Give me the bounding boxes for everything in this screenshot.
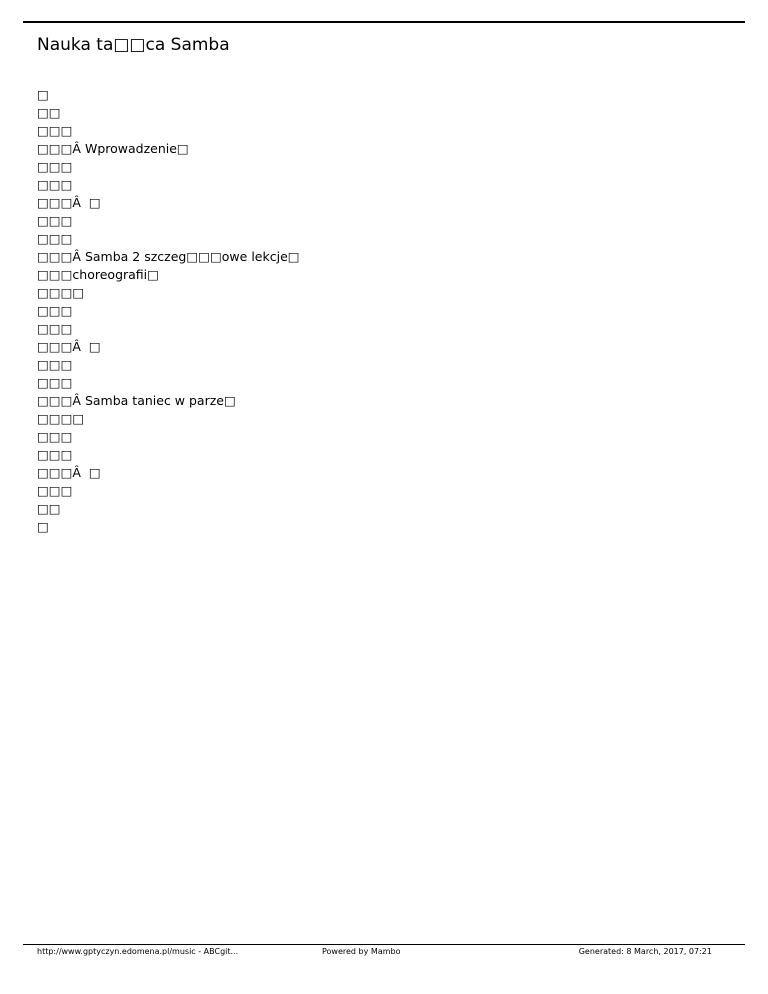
footer-powered-by: Powered by Mambo — [322, 947, 401, 956]
top-rule — [23, 21, 745, 23]
content-line: □□□Â □ — [37, 465, 101, 480]
content-line: □□□□ — [37, 411, 85, 426]
footer-rule — [23, 944, 745, 945]
content-line: □□□ — [37, 321, 73, 336]
footer-generated: Generated: 8 March, 2017, 07:21 — [578, 947, 712, 956]
footer-url: http://www.gptyczyn.edomena.pl/music - ABCgit... — [37, 947, 239, 956]
content-line: □ — [37, 87, 49, 102]
content-line: □□□Â □ — [37, 339, 101, 354]
content-line: □□ — [37, 501, 61, 516]
content-line: □□□ — [37, 159, 73, 174]
content-line: □ — [37, 519, 49, 534]
content-line: □□□ — [37, 303, 73, 318]
content-line: □□□choreografii□ — [37, 267, 159, 282]
content-line: □□□ — [37, 357, 73, 372]
content-line: □□□ — [37, 447, 73, 462]
content-line: □□□Â Samba taniec w parze□ — [37, 393, 236, 408]
content-line: □□□ — [37, 429, 73, 444]
page-title: Nauka ta□□ca Samba — [37, 35, 230, 55]
content-line: □□□ — [37, 123, 73, 138]
content-line: □□□ — [37, 231, 73, 246]
content-line: □□□ — [37, 375, 73, 390]
content-line: □□□ — [37, 483, 73, 498]
content-line: □□□ — [37, 213, 73, 228]
content-line: □□□Â Wprowadzenie□ — [37, 141, 189, 156]
content-body — [37, 86, 300, 536]
content-line: □□□Â Samba 2 szczeg□□□owe lekcje□ — [37, 249, 300, 264]
content-line: □□ — [37, 105, 61, 120]
content-line: □□□□ — [37, 285, 85, 300]
content-line: □□□Â □ — [37, 195, 101, 210]
content-line: □□□ — [37, 177, 73, 192]
